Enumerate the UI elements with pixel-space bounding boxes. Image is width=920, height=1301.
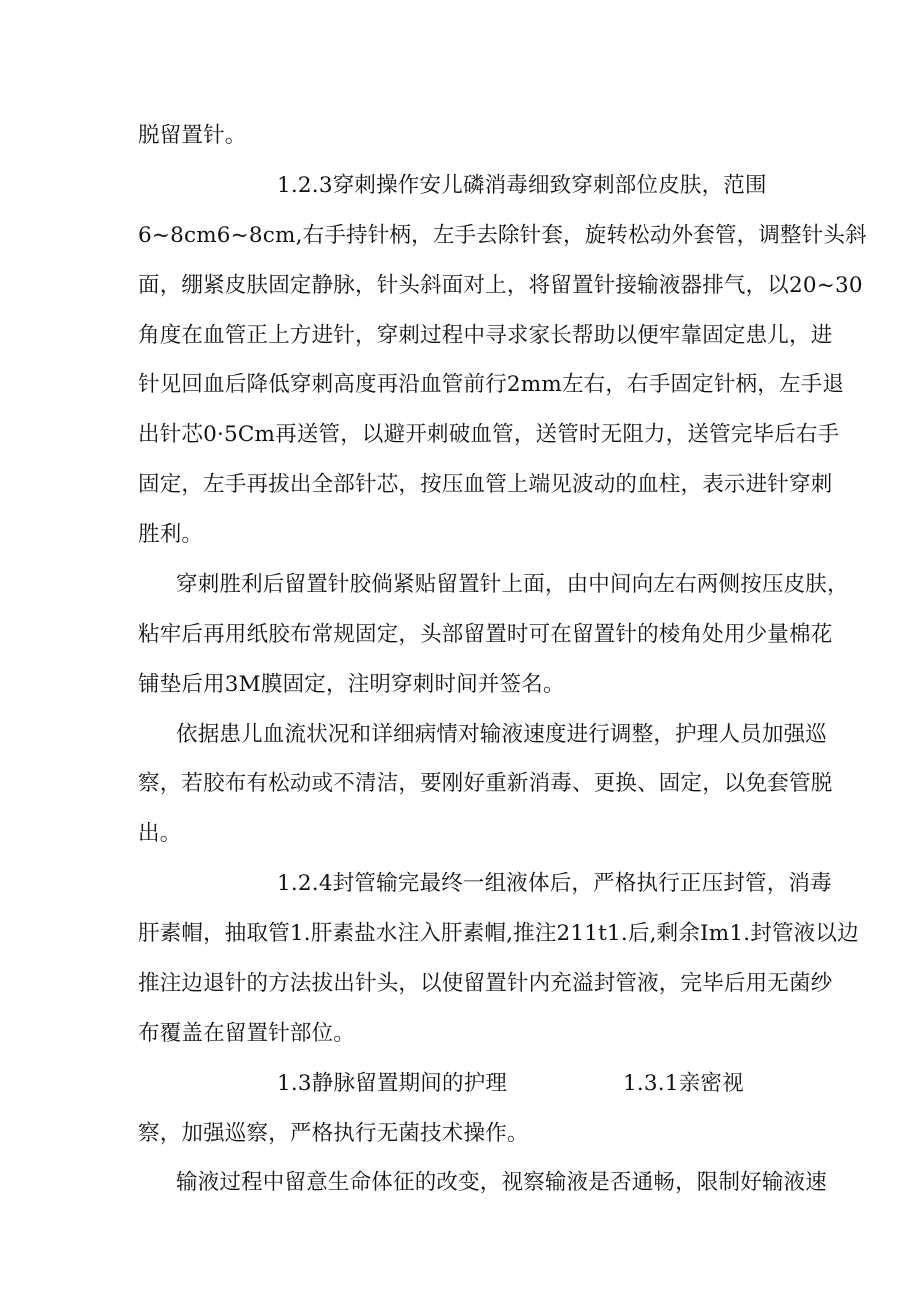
text-line: 察，若胶布有松动或不清洁，要刚好重新消毒、更换、固定，以免套管脱 [138,771,833,796]
section-heading-1-3: 1.3静脉留置期间的护理 [277,1071,508,1096]
text-line: 粘牢后再用纸胶布常规固定，头部留置时可在留置针的棱角处用少量棉花 [138,622,833,647]
section-heading-1-2-3: 1.2.3穿刺操作安儿磷消毒细致穿刺部位皮肤，范围 [277,173,767,198]
text-line: 肝素帽，抽取管1.肝素盐水注入肝素帽,推注211t1.后,剩余Im1.封管液以边 [138,921,859,946]
text-line: 脱留置针。 [138,123,247,148]
text-line: 针见回血后降低穿刺高度再沿血管前行2mm左右，右手固定针柄，左手退 [138,372,845,397]
text-line: 察，加强巡察，严格执行无菌技术操作。 [138,1121,529,1146]
section-heading-1-3-1: 1.3.1亲密视 [623,1071,744,1096]
text-line: 角度在血管正上方进针，穿刺过程中寻求家长帮助以便牢靠固定患儿，进 [138,323,833,348]
text-line: 6~8cm6~8cm,右手持针柄，左手去除针套，旋转松动外套管，调整针头斜 [138,223,867,248]
section-heading-1-2-4: 1.2.4封管输完最终一组液体后，严格执行正压封管，消毒 [277,871,832,896]
paragraph-start: 依据患儿血流状况和详细病情对输液速度进行调整，护理人员加强巡 [176,722,828,747]
text-line: 推注边退针的方法拔出针头，以使留置针内充溢封管液，完毕后用无菌纱 [138,971,833,996]
paragraph-start: 输液过程中留意生命体征的改变，视察输液是否通畅，限制好输液速 [176,1170,828,1195]
text-line: 胜利。 [138,522,204,547]
text-line: 面，绷紧皮肤固定静脉，针头斜面对上，将留置针接输液器排气，以20~30 [138,273,863,298]
text-line: 固定，左手再拔出全部针芯，按压血管上端见波动的血柱，表示进针穿刺 [138,472,833,497]
text-line: 出针芯0·5Cm再送管，以避开刺破血管，送管时无阻力，送管完毕后右手 [138,422,840,447]
text-line: 布覆盖在留置针部位。 [138,1021,356,1046]
paragraph-start: 穿刺胜利后留置针胶倘紧贴留置针上面，由中间向左右两侧按压皮肤， [176,572,849,597]
text-line: 铺垫后用3M膜固定，注明穿刺时间并签名。 [138,672,565,697]
text-line: 出。 [138,821,182,846]
